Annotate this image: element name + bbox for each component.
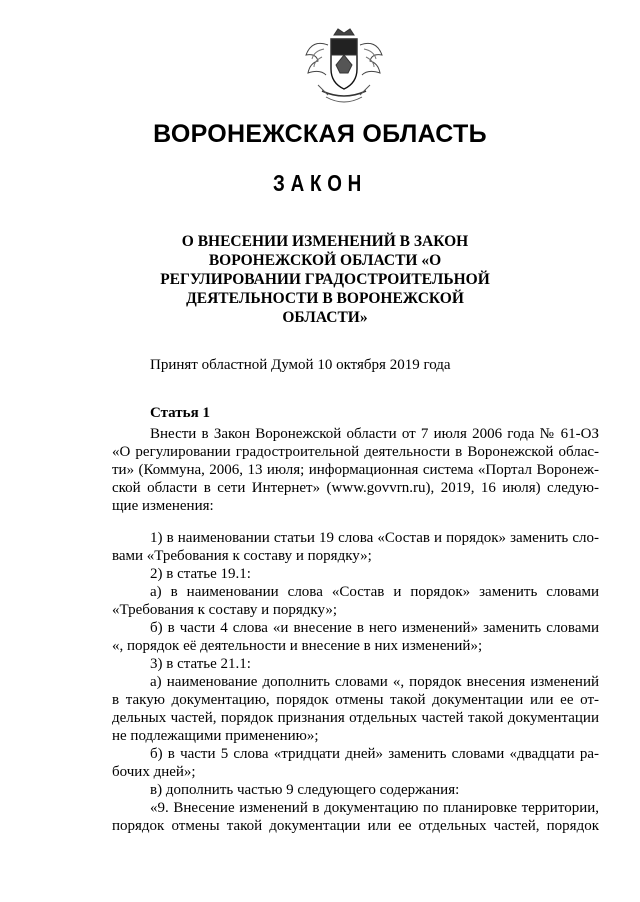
- article-title: Статья 1: [150, 405, 210, 421]
- text-line: бочих дней»;: [112, 764, 196, 780]
- text-line: ти» (Коммуна, 2006, 13 июля; информационная система «Портал Воронеж-: [112, 462, 599, 478]
- text-line: вами «Требования к составу и порядку»;: [112, 548, 372, 564]
- text-line: Внести в Закон Воронежской области от 7 июля 2006 года № 61-ОЗ: [150, 426, 599, 442]
- heading-line: ВОРОНЕЖСКОЙ ОБЛАСТИ «О: [208, 252, 442, 269]
- text-line: щие изменения:: [112, 498, 214, 514]
- adoption-date: Принят областной Думой 10 октября 2019 года: [150, 357, 451, 373]
- text-line: а) наименование дополнить словами «, порядок внесения изменений: [150, 674, 599, 690]
- text-line: не подлежащими применению»;: [112, 728, 319, 744]
- text-line: в) дополнить частью 9 следующего содержания:: [150, 782, 460, 798]
- text-line: «О регулировании градостроительной деятельности в Воронежской облас-: [112, 444, 599, 460]
- text-line: «9. Внесение изменений в документацию по планировке территории,: [150, 800, 599, 816]
- text-line: б) в части 4 слова «и внесение в него изменений» заменить словами: [150, 620, 599, 636]
- text-line: ской области в сети Интернет» (www.govvrn.ru), 2019, 16 июля) следую-: [112, 480, 599, 496]
- text-line: «Требования к составу и порядку»;: [112, 602, 338, 618]
- text-line: 2) в статье 19.1:: [150, 566, 251, 582]
- coat-of-arms-emblem: [298, 25, 390, 113]
- article-intro: [112, 425, 599, 515]
- text-line: в такую документацию, порядок отмены такой документации или ее от-: [112, 692, 599, 708]
- region-title: ВОРОНЕЖСКАЯ ОБЛАСТЬ: [153, 120, 487, 148]
- heading-line: ДЕЯТЕЛЬНОСТИ В ВОРОНЕЖСКОЙ: [186, 290, 464, 307]
- text-line: а) в наименовании слова «Состав и порядок» заменить словами: [150, 584, 599, 600]
- text-line: 1) в наименовании статьи 19 слова «Состав и порядок» заменить сло-: [150, 530, 599, 546]
- text-line: порядок отмены такой документации или ее отдельных частей, порядок: [112, 818, 599, 834]
- text-line: б) в части 5 слова «тридцати дней» заменить словами «двадцати ра-: [150, 746, 599, 762]
- text-line: 3) в статье 21.1:: [150, 656, 251, 672]
- heading-line: О ВНЕСЕНИИ ИЗМЕНЕНИЙ В ЗАКОН: [181, 233, 469, 250]
- document-type: ЗАКОН: [273, 170, 367, 196]
- heading-line: РЕГУЛИРОВАНИИ ГРАДОСТРОИТЕЛЬНОЙ: [160, 271, 490, 288]
- text-line: «, порядок её деятельности и внесение в них изменений»;: [112, 638, 483, 654]
- text-line: дельных частей, порядок признания отдельных частей такой документации: [112, 710, 599, 726]
- heading-line: ОБЛАСТИ»: [282, 309, 368, 326]
- article-body: [112, 529, 599, 835]
- law-heading: [160, 232, 490, 327]
